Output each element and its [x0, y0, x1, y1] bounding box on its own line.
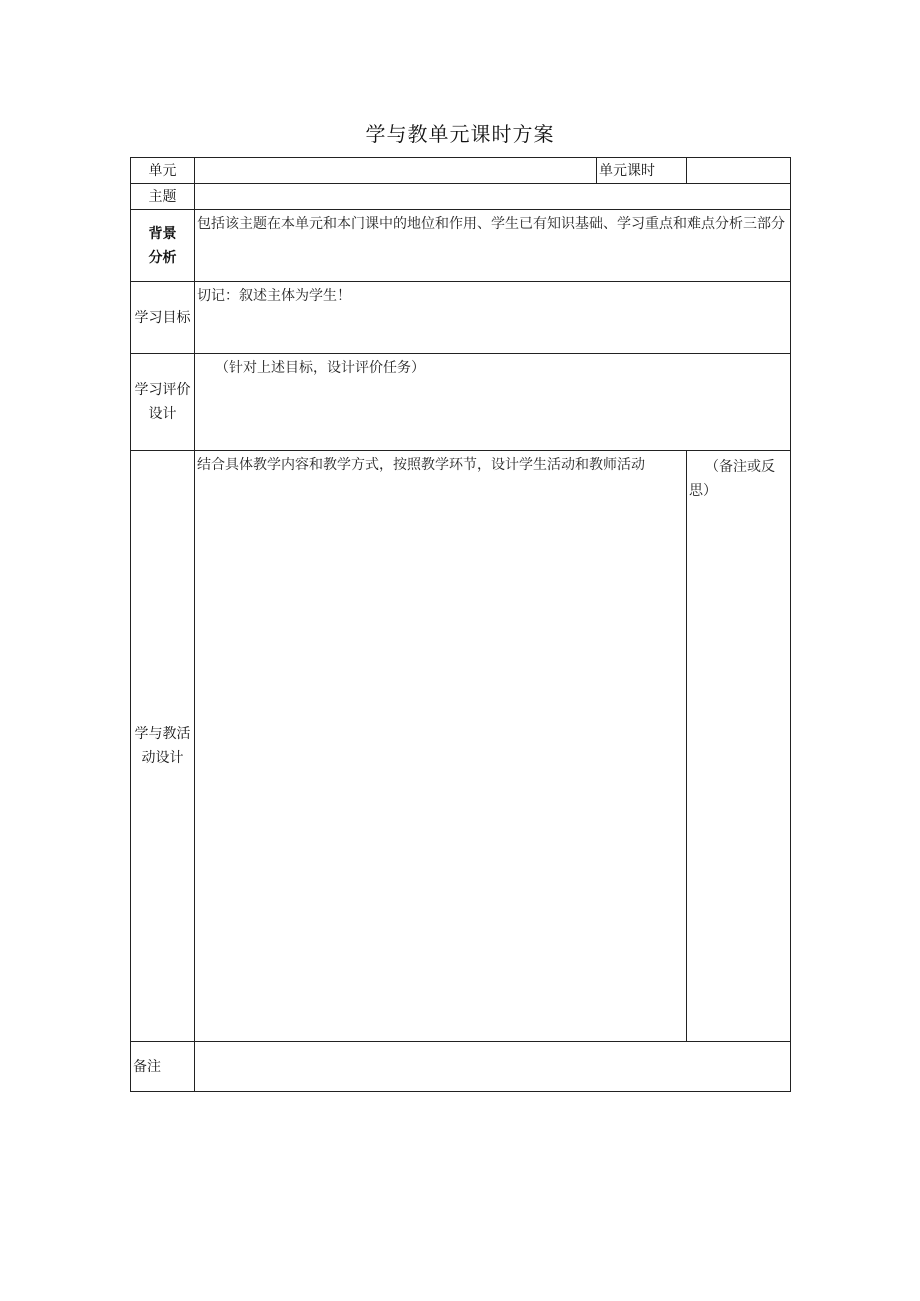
background-label: 背景分析 [131, 210, 195, 282]
objectives-row [131, 282, 791, 354]
unit-hours-field[interactable] [687, 158, 791, 184]
page-title: 学与教单元课时方案 [365, 122, 555, 146]
remarks-label: 备注 [131, 1042, 195, 1092]
objectives-label: 学习目标 [131, 282, 195, 354]
topic-row [131, 184, 791, 210]
unit-field[interactable] [195, 158, 597, 184]
objectives-field[interactable]: 切记：叙述主体为学生！ [195, 282, 791, 354]
evaluation-row [131, 354, 791, 451]
background-field[interactable]: 包括该主题在本单元和本门课中的地位和作用、学生已有知识基础、学习重点和难点分析三部分 [195, 210, 791, 282]
unit-row [131, 158, 791, 184]
activity-row [131, 451, 791, 1042]
unit-label: 单元 [131, 158, 195, 184]
topic-field[interactable] [195, 184, 791, 210]
remarks-row [131, 1042, 791, 1092]
evaluation-label: 学习评价设计 [131, 354, 195, 451]
evaluation-field[interactable]: （针对上述目标，设计评价任务） [195, 354, 791, 451]
activity-label: 学与教活动设计 [131, 451, 195, 1042]
background-row [131, 210, 791, 282]
reflection-field[interactable]: （备注或反思） [687, 451, 791, 1042]
lesson-plan-table [130, 157, 791, 1092]
unit-hours-label: 单元课时 [597, 158, 687, 184]
activity-field[interactable]: 结合具体教学内容和教学方式，按照教学环节，设计学生活动和教师活动 [195, 451, 687, 1042]
remarks-field[interactable] [195, 1042, 791, 1092]
topic-label: 主题 [131, 184, 195, 210]
